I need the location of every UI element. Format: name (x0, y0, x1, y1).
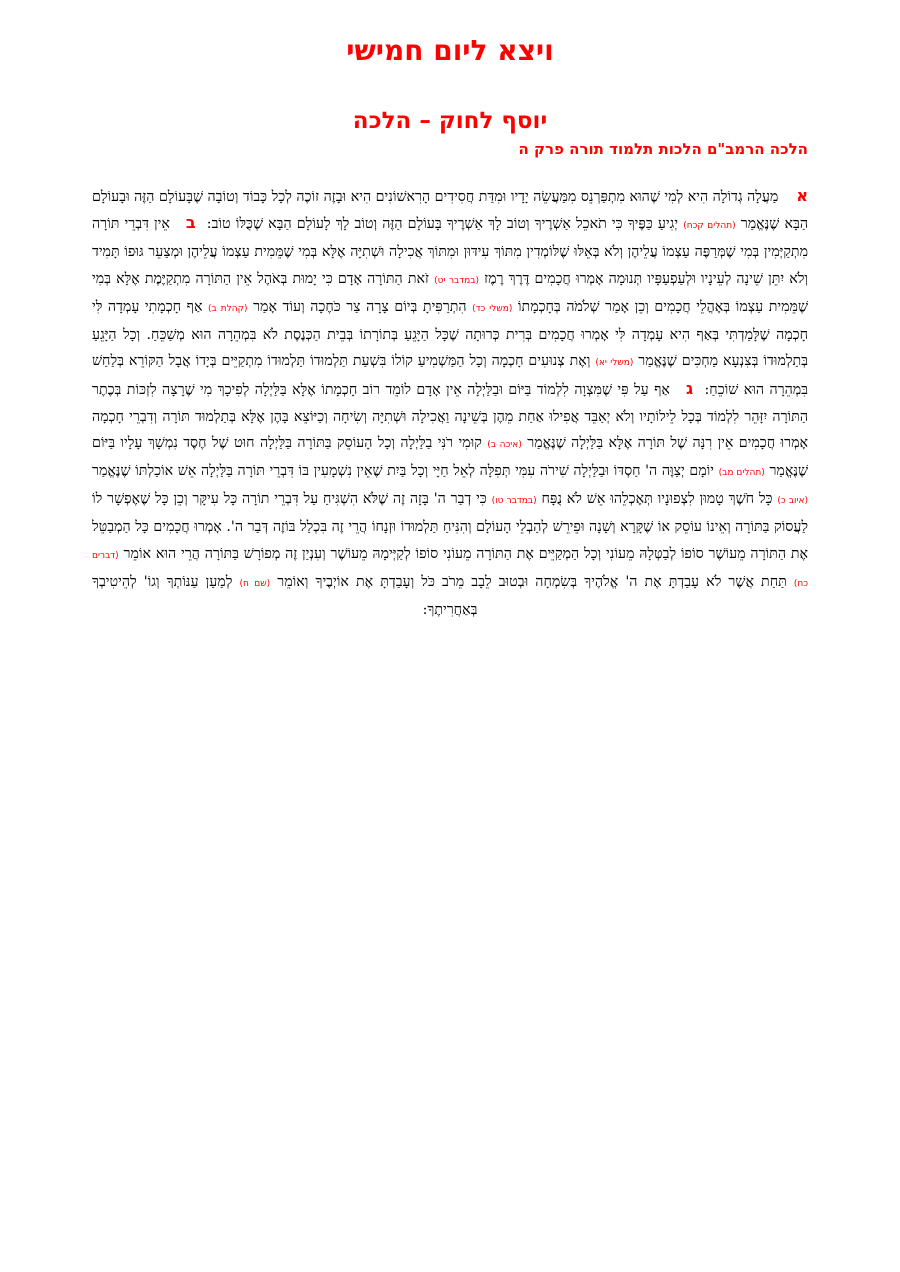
text-segment: קוּמִי רֹנִּי בַלַּיְלָה וְכָל הָעוֹסֵק בַּתּוֹרָה בַּלַּיְלָה חוּט שֶׁל חֶסֶד נִמְשָׁךְ עָלָיו בַּיּוֹם שֶׁנֶּאֱמַר (92, 434, 809, 480)
text-segment: תַּחַת אֲשֶׁר לֹא עָבַדְתָּ אֶת ה' אֱלֹהֶיךָ בְּשִׂמְחָה וּבְטוּב לֵבָב מֵרֹב כֹּל וְעָבַדְתָּ אֶת אוֹיְבֶיךָ וְאוֹמֵר (277, 573, 787, 590)
verse-reference: (דברים כח) (92, 550, 809, 589)
halacha-text (92, 183, 808, 623)
verse-reference: (משלי יא) (595, 358, 634, 369)
text-segment: וְאֶת צְנוּעִים חָכְמָה וְכָל הַמַּשְׁמִיעַ קוֹלוֹ בִּשְׁעַת תַּלְמוּדוֹ תַּלְמוּדוֹ מִתְקַיֵּים בְּיָדוֹ אֲבָל הַקּוֹרֵא בְּלַחַשׁ בִּמְהֵרָה הוּא שׁוֹכֵחַ: (92, 353, 808, 399)
text-segment: מַעֲלָה גְדוֹלָה הִיא לְמִי שֶׁהוּא מִתְפַּרְנֵס מִמַּעֲשֵׂה יָדָיו וּמִדַּת חֲסִידִים הָרִאשׁוֹנִים הִיא וּבָזֶה זוֹכֶה לְכָל כָּבוֹד וְטוֹבָה שֶׁבָּעוֹלָם הַזֶּה וּבָעוֹלָם הַבָּא שֶׁנֶּאֱמַר (92, 189, 808, 233)
text-segment: יוֹמָם יְצַוֶּה ה' חַסְדּוֹ וּבַלַּיְלָה שִׁירֹה עִמִּי תְּפִלָּה לְאֵל חַיָּי וְכָל בַּיִת שֶׁאֵין נִשְׁמָעִין בּוֹ דִּבְרֵי תּוֹרָה בַּלַּיְלָה אֵשׁ אוֹכַלְתּוֹ שֶׁנֶּאֱמַר (92, 463, 714, 480)
text-segment: לְמַעַן עַנּוֹתְךָ וְגוֹ' לְהֵיטִיבְךָ בְּאַחֲרִיתֶךָ: (92, 573, 478, 619)
halacha-number-3: ג (685, 379, 694, 399)
verse-reference: (שם ח) (239, 578, 271, 589)
verse-reference: (איוב כ) (777, 496, 808, 507)
text-segment: כָּל חֹשֶׁךְ טָמוּן לִצְפוּנָיו תְּאָכְלֵהוּ אֵשׁ לֹא נֻפָּח (541, 491, 773, 508)
verse-reference: (איכה ב) (487, 439, 522, 450)
text-segment: אֵין דִּבְרֵי תּוֹרָה מִתְקַיְּמִין בְּמִי שֶׁמְּרַפֶּה עַצְמוֹ עֲלֵיהֶן וְלֹא בְּאֵלּוּ שֶׁלּוֹמְדִין מִתּוֹךְ עִידּוּן וּמִתּוֹךְ אֲכִילָה וּשְׁתִיָּה אֶלָּא בְּמִי שֶׁמֵּמִית עַצְמוֹ עֲלֵיהֶן וּמְצַעֵר גּוּפוֹ תָּמִיד וְלֹא יִתֵּן שֵׁינָה לְעֵינָיו וּלְעַפְעַפָּיו תְּנוּמָה אָמְרוּ חֲכָמִים דֶּרֶךְ רֶמֶז (92, 216, 808, 287)
verse-reference: (משלי כד) (472, 303, 513, 314)
page-title: ויצא ליום חמישי (346, 34, 554, 67)
text-segment: אַף חָכְמָתִי עָמְדָה לִּי חָכְמָה שֶׁלָּמַדְתִּי בְּאַף הִיא עָמְדָה לִּי אָמְרוּ חֲכָמִים בְּרִית כְּרוּתָה שֶׁכָּל הַיָּגֵעַ בְּתוֹרָתוֹ בְּבֵית הַכְּנֶסֶת לֹא בִּמְהֵרָה הוּא מְשַׁכֵּחַ. וְכָל הַיָּגֵעַ בְּתַלְמוּדוֹ בְּצִנְעָא מַחְכִּים שֶׁנֶּאֱמַר (92, 298, 808, 370)
verse-reference: (תהלים מב) (718, 468, 765, 479)
text-segment: זֹאת הַתּוֹרָה אָדָם כִּי יָמוּת בְּאֹהֶל אֵין הַתּוֹרָה מִתְקַיֶּמֶת אֶלָּא בְּמִי שֶׁמֵּמִית עַצְמוֹ בְּאָהֳלֵי חֲכָמִים וְכֵן אָמַר שְׁלֹמֹה בְּחָכְמָתוֹ (92, 270, 808, 315)
verse-reference: (במדבר טו) (491, 496, 537, 507)
verse-reference: (במדבר יט) (434, 275, 479, 286)
text-segment: כִּי דְבַר ה' בָּזָה זֶה שֶׁלֹּא הִשְׁגִּיחַ עַל דִּבְרֵי תוֹרָה כָּל עִיקָּר וְכֵן כָּל שֶׁאֶפְשָׁר לוֹ לַעֲסוֹק בַּתּוֹרָה וְאֵינוֹ עוֹסֵק אוֹ שֶׁקָּרָא וְשָׁנָה וּפֵירֵשׁ לְהַבְלֵי הָעוֹלָם וְהִנִּיחַ תַּלְמוּדוֹ וּזְנָחוֹ הֲרֵי זֶה בִּכְלַל בּוֹזֶה דְּבַר ה'. אָמְרוּ חֲכָמִים כָּל הַמְבַטֵּל אֶת הַתּוֹרָה מֵעוֹשֶׁר סוֹפוֹ לְבַטְּלָהּ מֵעוֹנִי וְכָל הַמְקַיֵּים אֶת הַתּוֹרָה מֵעוֹנִי סוֹפוֹ לְקַיְּימָהּ מֵעוֹשֶׁר וְעִנְיַן זֶה מְפוֹרָשׁ בַּתּוֹרָה הֲרֵי הוּא אוֹמֵר (92, 491, 808, 562)
verse-reference: (תהלים קכח) (683, 221, 736, 232)
halacha-number-2: ב (185, 213, 196, 233)
text-segment: יְגִיעַ כַּפֶּיךָ כִּי תֹאכֵל אַשְׁרֶיךָ וְטוֹב לָךְ אַשְׁרֶיךָ בָּעוֹלָם הַזֶּה וְטוֹב לָךְ לָעוֹלָם הַבָּא שֶׁכֻּלּוֹ טוֹב: (206, 216, 679, 233)
verse-reference: (קהלת ב) (208, 303, 248, 314)
text-segment: אַף עַל פִּי שֶׁמִּצְוָה לִלְמוֹד בַּיּוֹם וּבַלַּיְלָה אֵין אָדָם לוֹמֵד רוֹב חָכְמָתוֹ אֶלָּא בַּלַּיְלָה לְפִיכָךְ מִי שֶׁרָצָה לִזְכּוֹת בְּכֶתֶר הַתּוֹרָה יִזָּהֵר לִלְמוֹד בְּכָל לֵילוֹתָיו וְלֹא יְאַבֵּד אֲפִילוּ אַחַת מֵהֶן בְּשֵׁינָה וַאֲכִילָה וּשְׁתִיָּה וְשִׂיחָה וְכַיּוֹצֵא בָּהֶן אֶלָּא בְּתַלְמוּד תּוֹרָה וְדִבְרֵי חָכְמָה אָמְרוּ חֲכָמִים אֵין רִנָּה שֶׁל תּוֹרָה אֶלָּא בַּלַּיְלָה שֶׁנֶּאֱמַר (92, 382, 809, 451)
source-reference: הלכה הרמב"ם הלכות תלמוד תורה פרק ה (518, 140, 808, 158)
text-segment: הִתְרַפִּיתָ בְּיוֹם צָרָה צַר כֹּחֶכָה וְעוֹד אָמַר (253, 298, 467, 315)
section-title: יוסף לחוק – הלכה (352, 108, 548, 134)
halacha-number-1: א (796, 186, 808, 205)
